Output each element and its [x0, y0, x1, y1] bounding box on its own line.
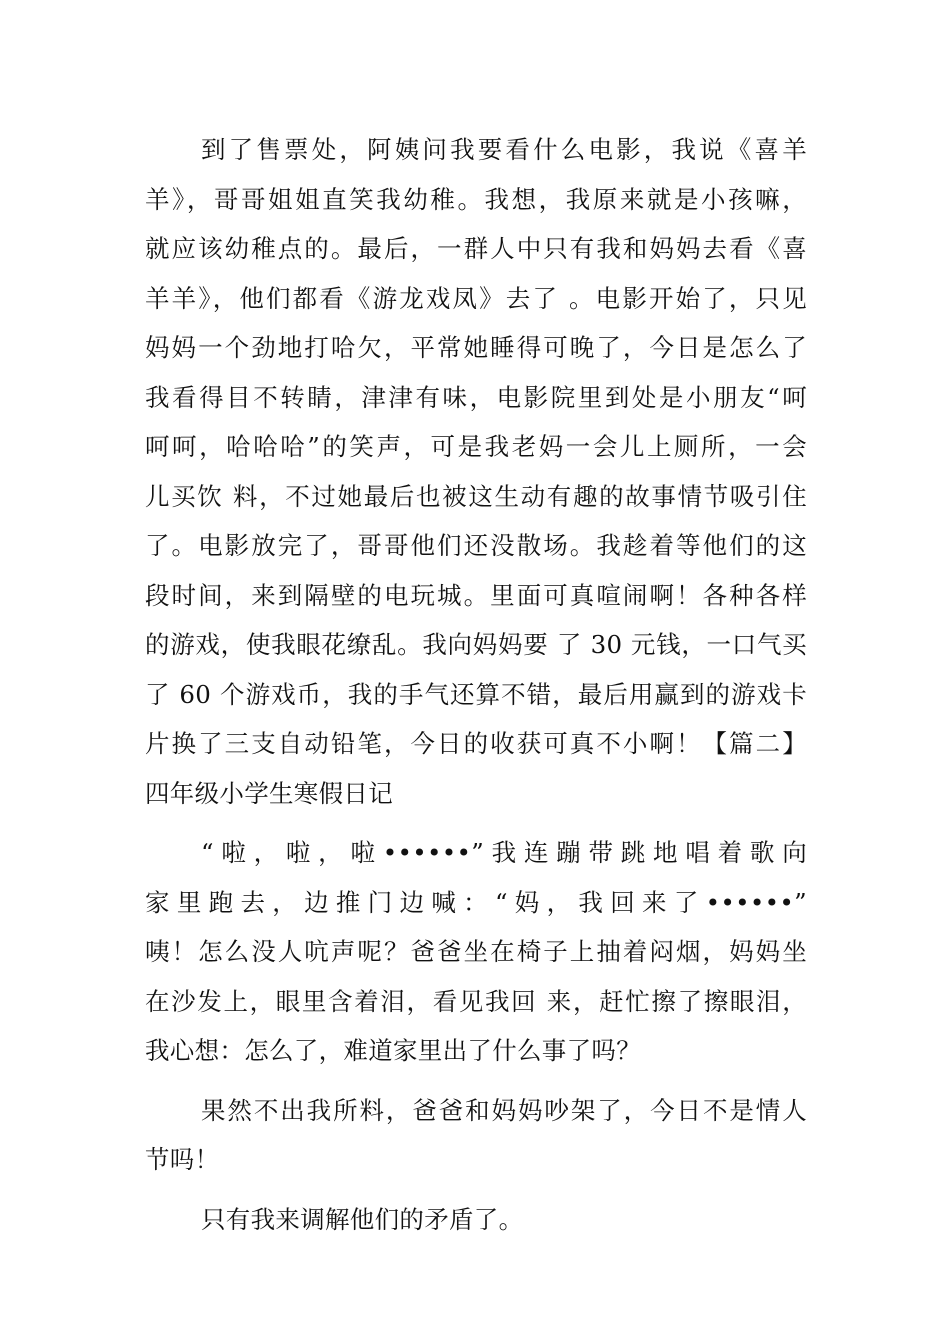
text-line: 节吗！ — [145, 1145, 220, 1174]
paragraph-4 — [145, 1195, 807, 1245]
section-title-line: 四年级小学生寒假日记 — [145, 778, 393, 808]
text-line: 羊羊》，他们都看《游龙戏凤》去了 。电影开始了，只见 — [145, 283, 807, 313]
text-line: 咦！怎么没人吭声呢？爸爸坐在椅子上抽着闷烟，妈妈坐 — [145, 937, 807, 966]
text-line: 就应该幼稚点的。最后，一群人中只有我和妈妈去看《喜 — [145, 234, 807, 263]
text-line: “啦，啦，啦••••••”我连蹦带跳地唱着歌向 — [201, 838, 807, 867]
text-line: 儿买饮 料，不过她最后也被这生动有趣的故事情节吸引住 — [145, 481, 807, 511]
text-line: 在沙发上，眼里含着泪，看见我回 来，赶忙擦了擦眼泪， — [145, 986, 807, 1016]
text-line: 片换了三支自动铅笔，今日的收获可真不小啊！【篇二】 — [145, 729, 807, 758]
text-line: 了。电影放完了，哥哥他们还没散场。我趁着等他们的这 — [145, 531, 807, 560]
text-line: 段时间，来到隔壁的电玩城。里面可真喧闹啊！各种各样 — [145, 580, 807, 610]
text-line: 我看得目不转睛，津津有味，电影院里到处是小朋友“呵 — [145, 382, 807, 412]
text-line: 只有我来调解他们的矛盾了。 — [201, 1204, 524, 1234]
text-line: 的游戏，使我眼花缭乱。我向妈妈要 了 30 元钱，一口气买 — [145, 630, 807, 659]
text-line: 家里跑去，边推门边喊：“妈，我回来了••••••” — [145, 887, 807, 917]
text-line: 妈妈一个劲地打哈欠，平常她睡得可晚了，今日是怎么了 — [145, 333, 807, 362]
text-line: 了 60 个游戏币，我的手气还算不错，最后用赢到的游戏卡 — [145, 679, 807, 709]
text-line: 羊》，哥哥姐姐直笑我幼稚。我想，我原来就是小孩嘛， — [145, 184, 807, 214]
paragraph-1 — [145, 125, 807, 818]
paragraph-3 — [145, 1086, 807, 1185]
paragraph-2 — [145, 828, 807, 1076]
text-line: 我心想：怎么了，难道家里出了什么事了吗？ — [145, 1036, 641, 1065]
text-line: 果然不出我所料，爸爸和妈妈吵架了，今日不是情人 — [201, 1095, 807, 1125]
document-body — [145, 125, 807, 1244]
text-line: 呵呵，哈哈哈”的笑声，可是我老妈一会儿上厕所，一会 — [145, 432, 807, 461]
text-line: 到了售票处，阿姨问我要看什么电影，我说《喜羊 — [201, 135, 807, 164]
